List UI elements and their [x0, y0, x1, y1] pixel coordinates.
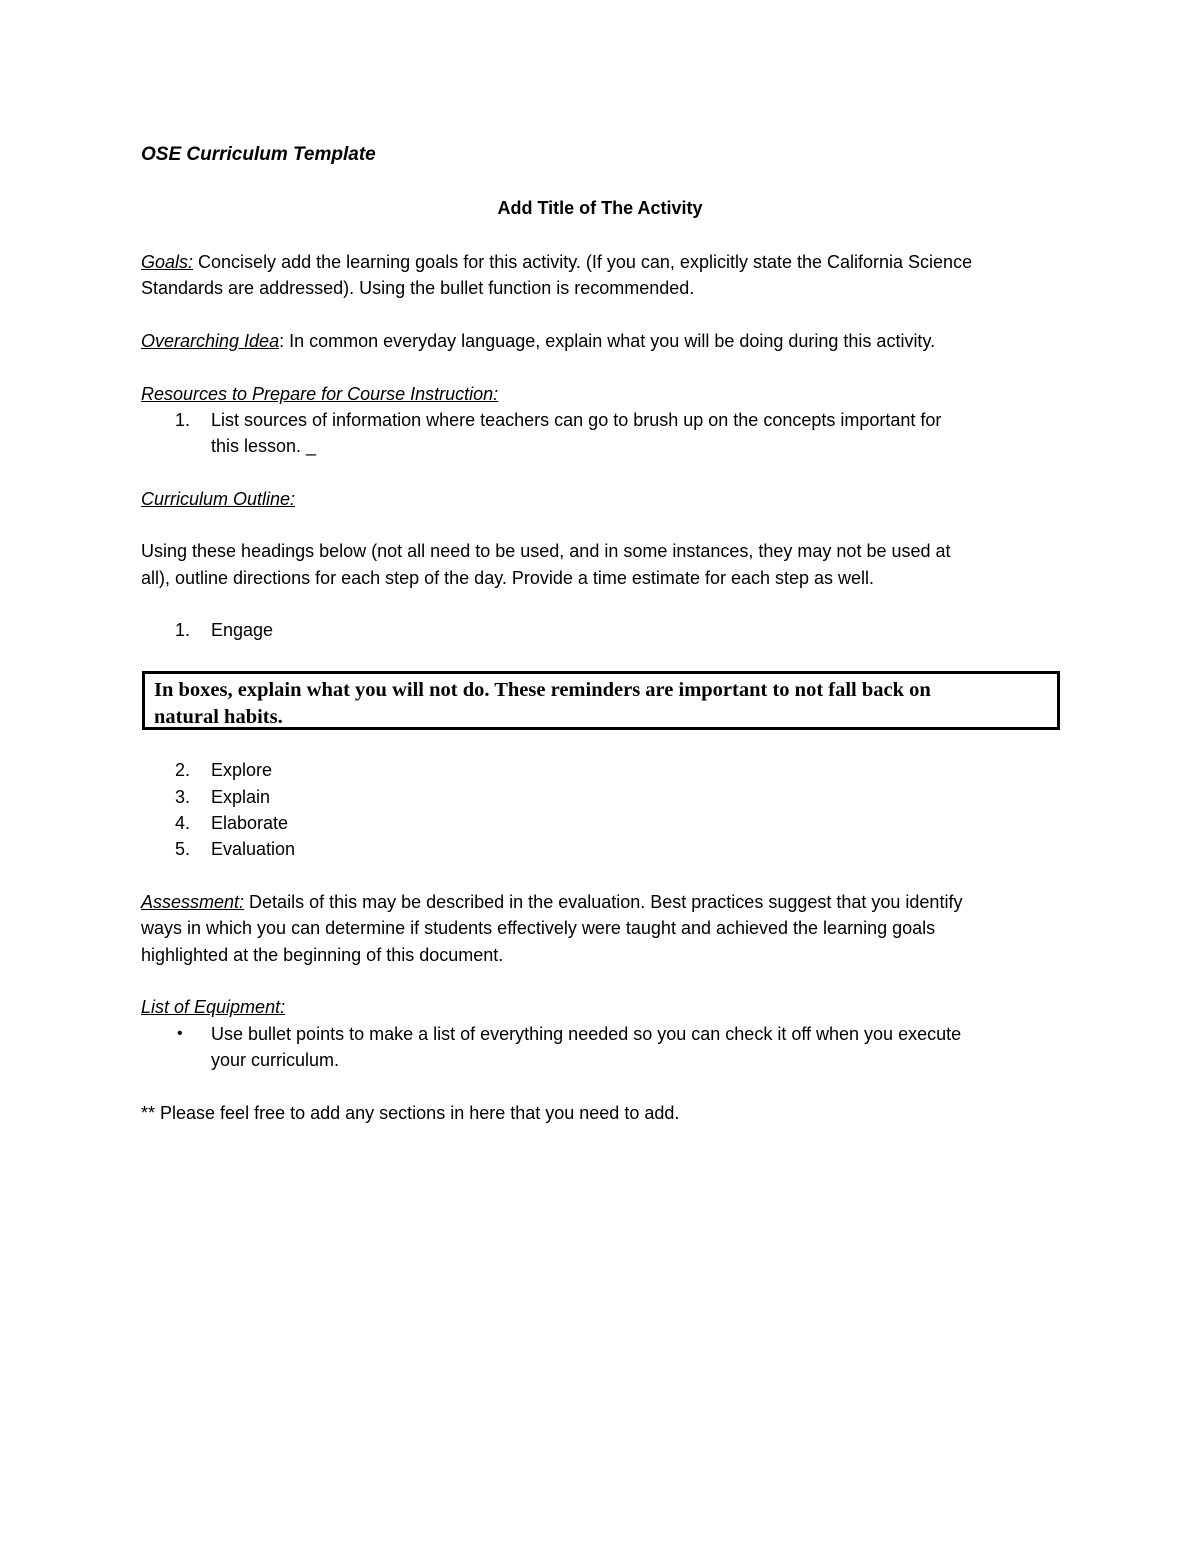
step-number: 3.: [175, 787, 191, 807]
assessment-text-3: highlighted at the beginning of this document.: [141, 945, 504, 965]
equipment-label: [141, 994, 285, 1020]
outline-intro-line-1: Using these headings below (not all need to be used, and in some instances, they may not be used at: [141, 541, 951, 561]
goals-label: Goals:: [141, 252, 194, 272]
resources-label: [141, 381, 498, 407]
outline-label-text: Curriculum Outline:: [141, 489, 296, 509]
step-label-explore: Explore: [211, 760, 273, 780]
step-number: 4.: [175, 813, 191, 833]
resources-item-line-1: List sources of information where teachers can go to brush up on the concepts important for: [211, 410, 942, 430]
template-header: OSE Curriculum Template: [141, 144, 376, 165]
footer-note: ** Please feel free to add any sections in here that you need to add.: [141, 1103, 680, 1123]
activity-title: Add Title of The Activity: [497, 198, 703, 218]
step-number: 2.: [175, 760, 191, 780]
step-number: 1.: [175, 620, 191, 640]
goals-text-2: Standards are addressed). Using the bullet function is recommended.: [141, 278, 695, 298]
equipment-label-text: List of Equipment:: [141, 997, 286, 1017]
step-label-evaluation: Evaluation: [211, 839, 296, 859]
equipment-item-line-2: your curriculum.: [211, 1050, 340, 1070]
assessment-text-1: Details of this may be described in the evaluation. Best practices suggest that you identify: [244, 892, 963, 912]
step-number: 5.: [175, 839, 191, 859]
reminder-box-line-1: In boxes, explain what you will not do. These reminders are important to not fall back on: [154, 679, 931, 701]
overarching-label: Overarching Idea: [141, 331, 280, 351]
reminder-box: [142, 671, 1060, 730]
goals-text-1: Concisely add the learning goals for this activity. (If you can, explicitly state the California Science: [193, 252, 973, 272]
overarching-text: : In common everyday language, explain what you will be doing during this activity.: [279, 331, 936, 351]
step-label-elaborate: Elaborate: [211, 813, 289, 833]
assessment-label: Assessment:: [141, 892, 245, 912]
overarching-paragraph: [141, 328, 935, 354]
outline-intro-line-2: all), outline directions for each step of the day. Provide a time estimate for each step as well.: [141, 568, 875, 588]
equipment-item-line-1: Use bullet points to make a list of everything needed so you can check it off when you execute: [211, 1024, 962, 1044]
goals-paragraph-line-1: [141, 249, 972, 275]
resources-item-number: 1.: [175, 410, 191, 430]
assessment-paragraph-line-1: [141, 889, 962, 915]
resources-item-line-2: this lesson. _: [211, 436, 317, 456]
step-label-explain: Explain: [211, 787, 271, 807]
outline-label: [141, 486, 295, 512]
assessment-text-2: ways in which you can determine if students effectively were taught and achieved the learning goals: [141, 918, 936, 938]
resources-label-text: Resources to Prepare for Course Instruction:: [141, 384, 499, 404]
bullet-icon: •: [177, 1025, 183, 1042]
reminder-box-line-2: natural habits.: [154, 706, 283, 728]
step-label-engage: Engage: [211, 620, 274, 640]
